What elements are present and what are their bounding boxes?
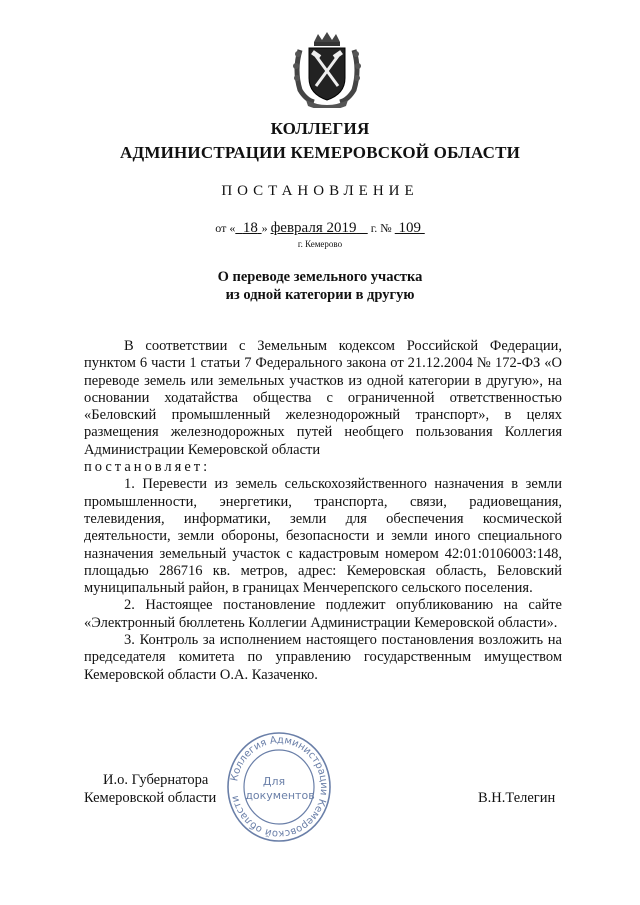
item-1-paragraph: 1. Перевести из земель сельскохозяйственного назначения в земли промышленности, энергетики, транспорта, связи, радиовещания, телевидения, информатики, земли для обеспечения космической деятельности, земли обороны, безопасности и земли иного специального назначения земельный участок с кадастровым номером 42:01:0106003:148, площадью 286716 кв. метров, адрес: Кемеровская область, Беловский муниципальный район, в границах Менчерепского сельского поселения. bbox=[84, 476, 562, 597]
city-label: г. Кемерово bbox=[297, 239, 343, 249]
subject-line-1: О переводе земельного участка bbox=[217, 269, 423, 285]
kemerovo-coat-of-arms-icon bbox=[292, 30, 362, 108]
document-type: ПОСТАНОВЛЕНИЕ bbox=[221, 183, 419, 199]
item-3-paragraph: 3. Контроль за исполнением настоящего постановления возложить на председателя комитета по управлению государственным имуществом Кемеровской области О.А. Казаченко. bbox=[84, 632, 562, 683]
date-day: 18 bbox=[242, 220, 258, 236]
stamp-center-line-2: документов bbox=[245, 789, 315, 802]
official-stamp bbox=[226, 731, 332, 843]
signatory-name: В.Н.Телегин bbox=[478, 790, 556, 806]
signatory-title-line-1: И.о. Губернатора bbox=[103, 772, 209, 788]
body-text bbox=[84, 338, 562, 684]
date-month-year: февраля 2019 bbox=[270, 220, 357, 236]
intro-paragraph: В соответствии с Земельным кодексом Российской Федерации, пунктом 6 части 1 статьи 7 Федерального закона от 21.12.2004 № 172-ФЗ «О переводе земель или земельных участков из одной категории в другую», на основании ходатайства общества с ограниченной ответственностью «Беловский промышленный железнодорожный транспорт», в целях размещения железнодорожных путей необщего пользования Коллегия Администрации Кемеровской области bbox=[84, 338, 562, 458]
subject-line-2: из одной категории в другую bbox=[225, 287, 415, 303]
decree-number: 109 bbox=[398, 220, 421, 236]
collegium-title: КОЛЛЕГИЯ bbox=[270, 119, 370, 138]
date-prefix: от « bbox=[215, 221, 236, 235]
item-2-paragraph: 2. Настоящее постановление подлежит опубликованию на сайте «Электронный бюллетень Коллегии Администрации Кемеровской области». bbox=[84, 597, 562, 631]
stamp-center-line-1: Для bbox=[262, 775, 286, 788]
year-number-label: г. № bbox=[370, 221, 392, 235]
signatory-title-line-2: Кемеровской области bbox=[84, 790, 217, 806]
date-mid: » bbox=[261, 221, 268, 235]
date-number-line bbox=[0, 220, 640, 237]
coat-of-arms-emblem bbox=[292, 30, 362, 108]
administration-title: АДМИНИСТРАЦИИ КЕМЕРОВСКОЙ ОБЛАСТИ bbox=[119, 143, 521, 162]
round-seal-icon bbox=[226, 731, 332, 843]
stamp-ring-text: Коллегия Администрации Кемеровской области bbox=[229, 734, 330, 840]
resolves-word: постановляет: bbox=[84, 459, 211, 476]
